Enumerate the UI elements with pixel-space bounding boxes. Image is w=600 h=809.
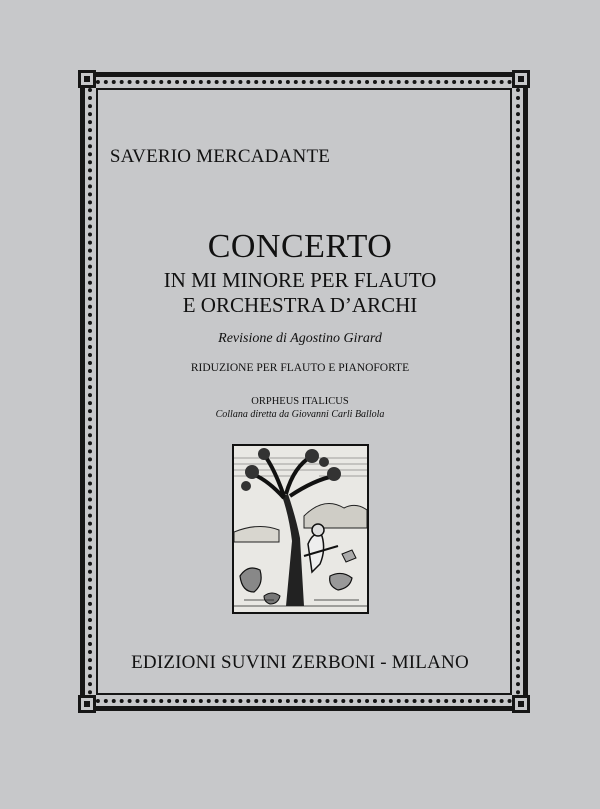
publisher-imprint: EDIZIONI SUVINI ZERBONI - MILANO bbox=[131, 652, 469, 673]
border-corner-ornament bbox=[512, 695, 530, 713]
reduction-note: RIDUZIONE PER FLAUTO E PIANOFORTE bbox=[190, 362, 410, 374]
revision-credit: Revisione di Agostino Girard bbox=[218, 331, 382, 346]
series-director: Collana diretta da Giovanni Carli Ballola bbox=[215, 409, 385, 420]
border-corner-ornament bbox=[78, 70, 96, 88]
work-subtitle-line1: IN MI MINORE PER FLAUTO bbox=[163, 268, 437, 292]
border-corner-ornament bbox=[78, 695, 96, 713]
orpheus-woodcut-icon bbox=[232, 444, 369, 614]
series-name: ORPHEUS ITALICUS bbox=[251, 396, 349, 407]
work-subtitle-line2: E ORCHESTRA D’ARCHI bbox=[182, 293, 418, 317]
composer-name: SAVERIO MERCADANTE bbox=[109, 146, 331, 167]
border-corner-ornament bbox=[512, 70, 530, 88]
work-title: CONCERTO bbox=[207, 228, 393, 265]
